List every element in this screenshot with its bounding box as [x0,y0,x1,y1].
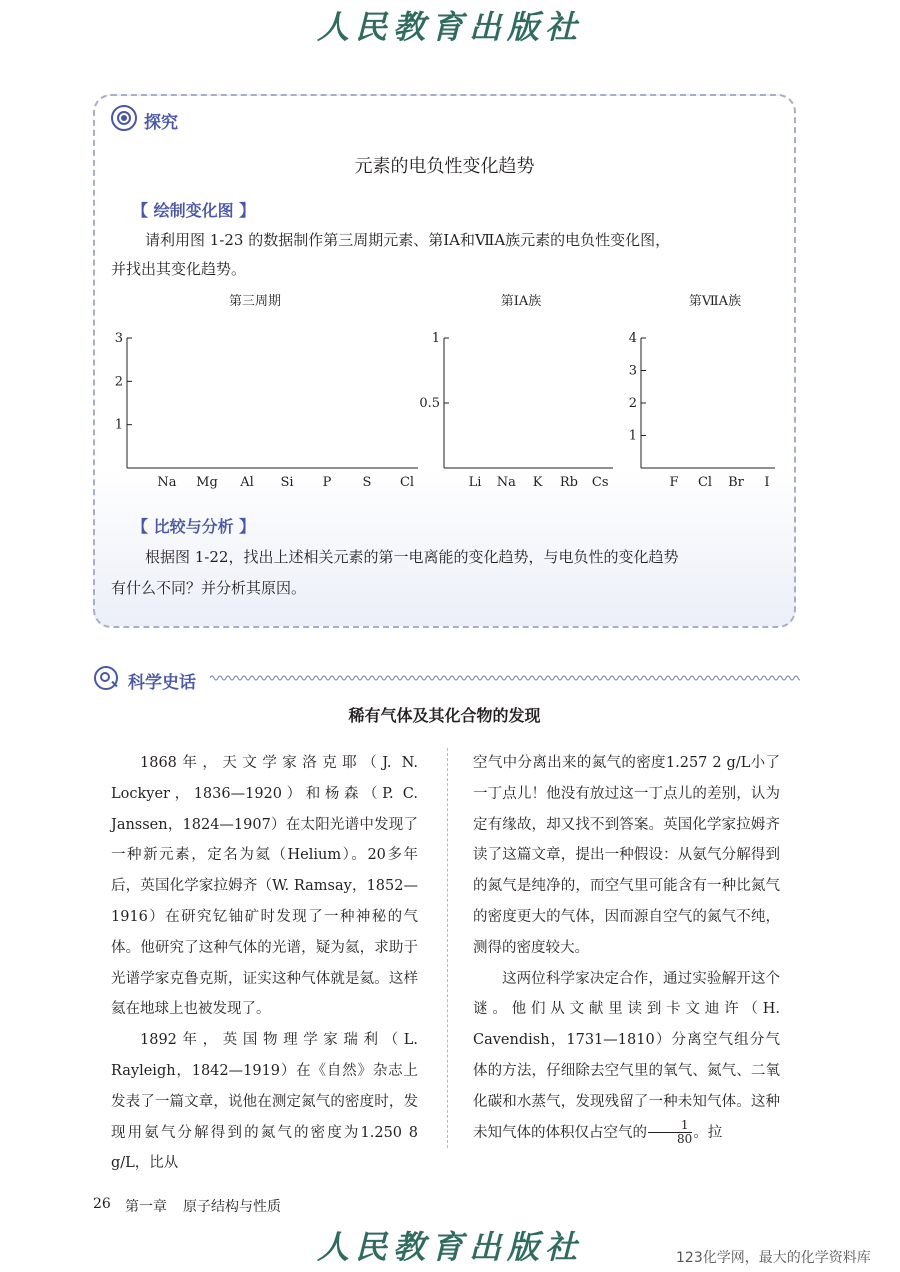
right-paragraph-2 [473,964,780,1149]
right-paragraph-2-text: 这两位科学家决定合作，通过实验解开这个谜。他们从文献里读到卡文迪许（H. Cavendish，1731—1810）分离空气组分气体的方法，仔细除去空气里的氧气、氮气、二氧化碳和水蒸气，发现残留了一种未知气体。这种未知气体的体积仅占空气的 [473,970,780,1141]
column-divider [447,748,448,1148]
left-paragraph-2: 1892年，英国物理学家瑞利（L. Rayleigh，1842—1919）在《自然》杂志上发表了一篇文章，说他在测定氮气的密度时，发现用氨气分解得到的氮气的密度为1.250 8 g/L，比从 [111,1032,418,1172]
compare-text-line1: 根据图 1-22，找出上述相关元素的第一电离能的变化趋势，与电负性的变化趋势 [145,548,679,566]
chart-2-ytick-label-0: 1 [628,428,637,444]
electronegativity-charts [0,0,900,500]
chart-1-ytick-label-1: 1 [431,331,440,346]
chart-0-xtick-label-4: P [322,475,332,490]
fraction-numerator: 1 [648,1119,692,1133]
chart-2-ytick-label-1: 2 [628,396,637,411]
chart-2-xtick-label-1: Cl [697,475,713,490]
chart-2-xtick-label-0: F [669,475,679,490]
wavy-divider [210,672,800,684]
chart-0-xtick-label-0: Na [157,475,177,490]
chart-0-title: 第三周期 [228,294,282,309]
chart-2-ytick-label-3: 4 [628,331,637,346]
chart-0-xtick-label-2: Al [240,475,254,490]
explore-title: 元素的电负性变化趋势 [354,156,535,177]
chart-1-xtick-label-0: Li [468,475,482,490]
chapter-title: 原子结构与性质 [183,1199,281,1215]
right-paragraph-1: 空气中分离出来的氮气的密度1.257 2 g/L小了一丁点儿！他没有放过这一丁点儿的差别，认为定有缘故，却又找不到答案。英国化学家拉姆齐读了这篇文章，提出一种假设：从氨气分解得到的氮气是纯净的，而空气里可能含有一种比氮气的密度更大的气体，因而源自空气的氮气不纯，测得的密度较大。 [473,755,780,956]
chart-0-ytick-label-1: 2 [114,374,123,390]
chart-1-xtick-label-4: Cs [591,475,609,490]
right-paragraph-2-tail: 。拉 [693,1124,723,1141]
left-column [111,748,418,1179]
chart-1-xtick-label-2: K [532,475,543,490]
publisher-logo-bottom: 人民教育出版社 [316,1228,583,1266]
chart-0-ytick-label-2: 3 [114,331,123,346]
chart-1-xtick-label-3: Rb [559,475,578,490]
explore-label: 探究 [144,113,178,133]
compare-text-line2: 有什么不同？并分析其原因。 [111,579,307,597]
chart-0-xtick-label-1: Mg [196,475,218,490]
chart-1-title: 第ⅠA族 [500,294,542,309]
history-magnifier-icon [94,666,118,690]
fraction-denominator: 80 [677,1132,693,1147]
left-paragraph-1: 1868年，天文学家洛克耶（J. N. Lockyer，1836—1920）和杨森（P. C. Janssen，1824—1907）在太阳光谱中发现了一种新元素，定名为氦（Helium）。20多年后，英国化学家拉姆齐（W. Ramsay，1852—1916）在研究钇铀矿时发现了一种神秘的气体。他研究了这种气体的光谱，疑为氦，求助于光谱学家克鲁克斯，证实这种气体就是氦。这样氦在地球上也被发现了。 [111,755,418,1018]
chart-2-ytick-label-2: 3 [628,363,637,379]
publisher-logo-top: 人民教育出版社 [316,8,583,46]
chart-0-xtick-label-3: Si [280,475,294,490]
fraction-one-eightieth [648,1119,692,1146]
chart-1-ytick-label-0: 0.5 [419,396,440,411]
draw-text-line2: 并找出其变化趋势。 [111,260,247,278]
chart-0-ytick-label-0: 1 [114,417,123,433]
article-title: 稀有气体及其化合物的发现 [348,706,541,725]
chart-0-xtick-label-6: Cl [399,475,415,490]
chart-0-xtick-label-5: S [362,475,372,490]
chart-1-xtick-label-1: Na [496,475,516,490]
draw-heading: 【 绘制变化图 】 [132,201,256,220]
history-label: 科学史话 [128,673,196,693]
site-watermark: 123化学网，最大的化学资料库 [676,1250,871,1266]
right-column [473,748,780,1148]
page-number: 26 [93,1196,111,1212]
chart-2-title: 第ⅦA族 [688,294,742,309]
compare-heading: 【 比较与分析 】 [132,517,256,536]
draw-text-line1: 请利用图 1-23 的数据制作第三周期元素、第ⅠA和ⅦA族元素的电负性变化图， [145,231,671,249]
chapter-number: 第一章 [125,1199,167,1215]
chart-2-xtick-label-2: Br [728,475,744,490]
chart-2-xtick-label-3: I [764,475,770,490]
